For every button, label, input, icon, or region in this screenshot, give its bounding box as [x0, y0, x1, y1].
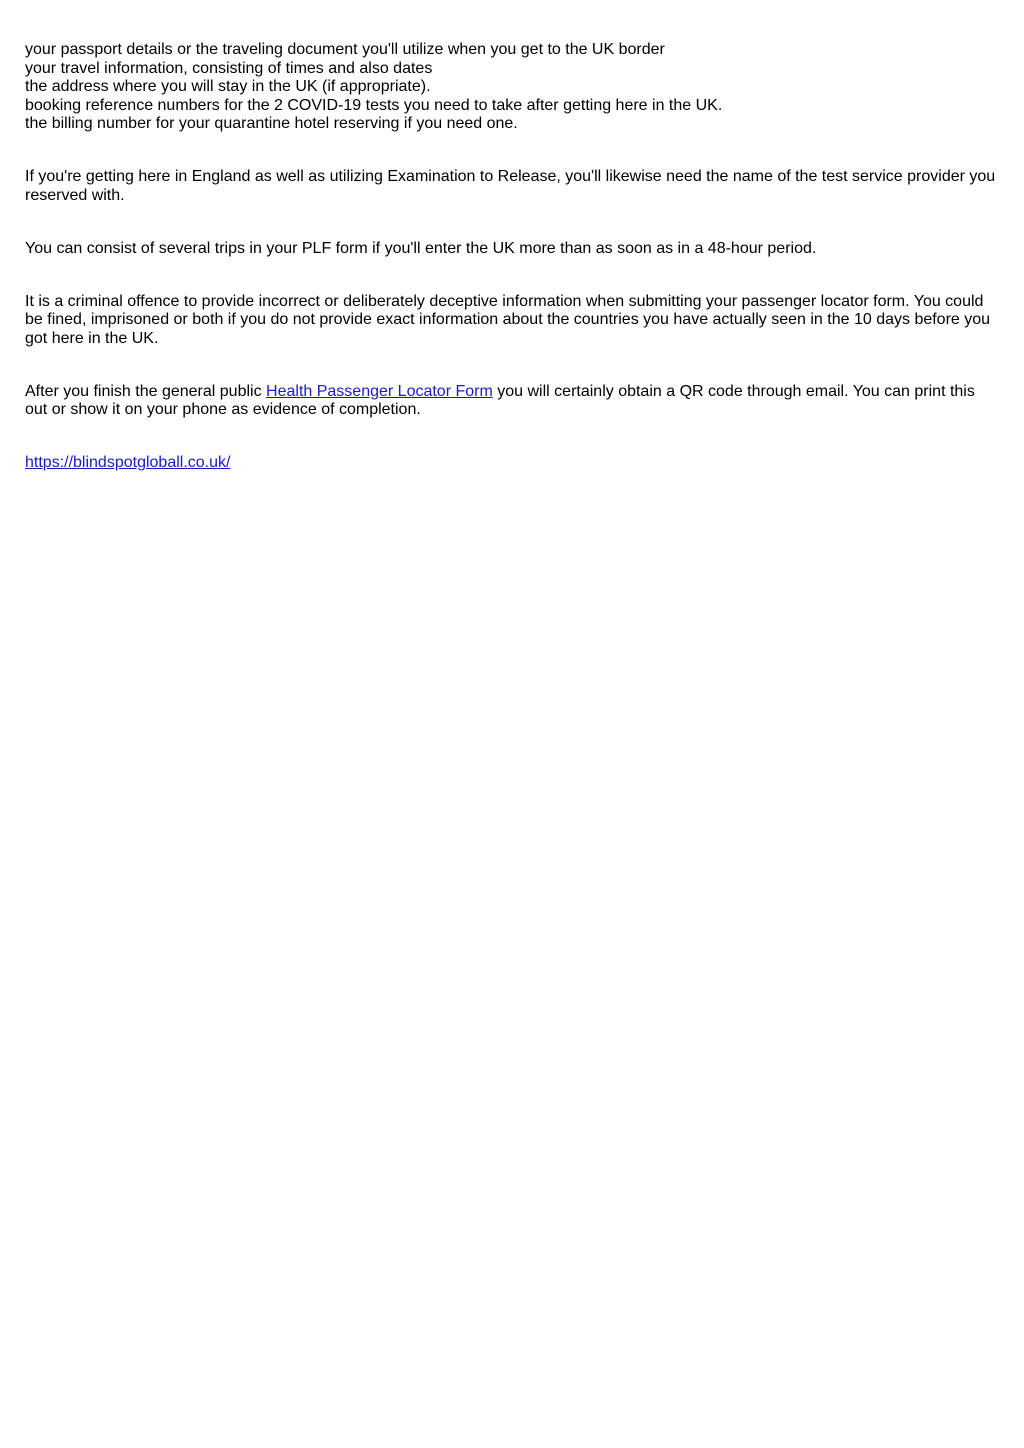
list-item: the billing number for your quarantine hotel reserving if you need one. — [25, 115, 518, 132]
qr-text-after: you will certainly obtain a QR code through email. You can print this out or show it on your phone as evidence of completion. — [25, 382, 975, 418]
document-body — [25, 41, 1000, 473]
list-item: the address where you will stay in the UK (if appropriate). — [25, 78, 431, 95]
footer-website-link[interactable]: https://blindspotgloball.co.uk/ — [25, 454, 231, 471]
paragraph-criminal-offence: It is a criminal offence to provide incorrect or deliberately deceptive information when submitting your passenger locator form. You could be fined, imprisoned or both if you do not provide exact information about the countries you have actually seen in the 10 days before you got here in the UK. — [25, 292, 991, 347]
list-item: booking reference numbers for the 2 COVID-19 tests you need to take after getting here in the UK. — [25, 96, 723, 114]
list-item: your travel information, consisting of times and also dates — [25, 59, 433, 77]
paragraph-several-trips: You can consist of several trips in your PLF form if you'll enter the UK more than as soon as in a 48-hour period. — [25, 239, 817, 257]
paragraph-england-test-to-release: If you're getting here in England as well as utilizing Examination to Release, you'll likewise need the name of the test service provider you reserved with. — [25, 168, 996, 204]
health-passenger-locator-form-link[interactable]: Health Passenger Locator Form — [266, 382, 493, 400]
requirements-list — [25, 41, 1000, 134]
list-item: your passport details or the traveling document you'll utilize when you get to the UK border — [25, 41, 665, 58]
paragraph-qr-code — [25, 383, 1000, 420]
footer-link-paragraph — [25, 454, 1000, 473]
qr-text-before: After you finish the general public — [25, 382, 267, 400]
